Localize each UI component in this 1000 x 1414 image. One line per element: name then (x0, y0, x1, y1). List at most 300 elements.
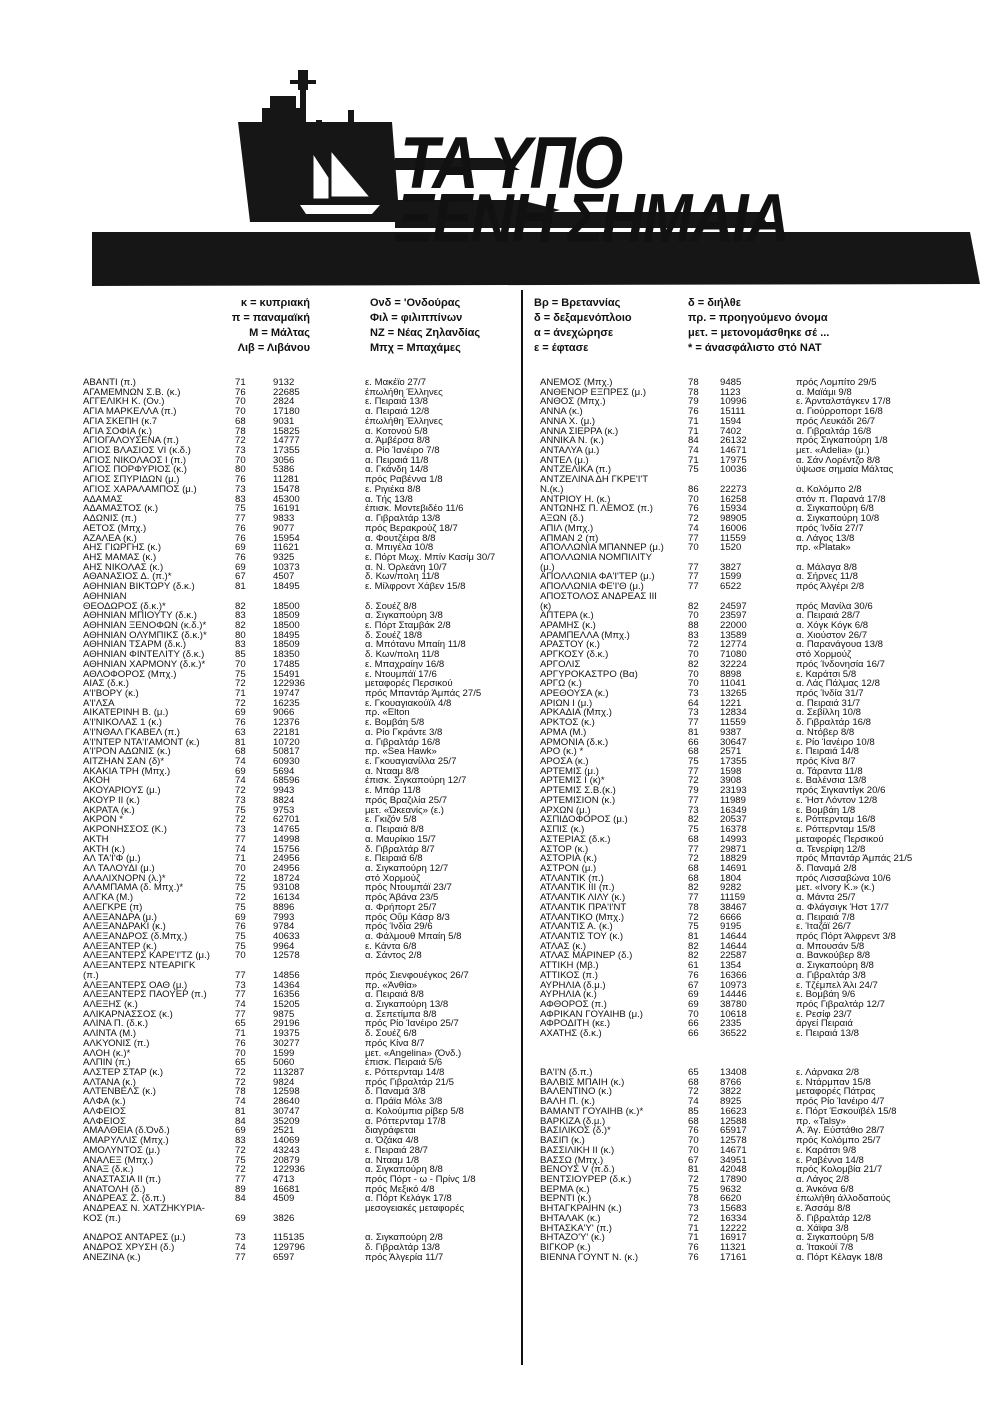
tonnage: 10720 (273, 736, 300, 748)
status-note: δ. Παναμά 3/8 (365, 1086, 426, 1098)
build-year: 77 (688, 571, 699, 583)
tonnage: 11281 (273, 474, 299, 486)
status-note: ε. Γκουαγιακούϊλ 4/8 (365, 697, 452, 709)
ship-name: ΑΓΙΑ ΣΚΕΠΗ (κ.7 (83, 415, 158, 427)
ship-name: ΒΙΓΚΟΡ (κ.) (540, 1241, 591, 1253)
ship-name: ΑΝΘΟΣ (Μπχ.) (540, 396, 606, 408)
build-year: 78 (688, 377, 699, 388)
tonnage: 24597 (720, 600, 747, 612)
tonnage: 7402 (720, 425, 742, 437)
ship-name: ΑΓΙΑ ΣΟΦΙΑ (κ.) (83, 425, 152, 437)
status-note: ύψωσε σημαία Μάλτας (796, 464, 894, 476)
status-note: α. Όζάκα 4/8 (365, 1135, 419, 1147)
tonnage: 4507 (273, 571, 295, 583)
build-year: 74 (235, 1096, 246, 1108)
table-row (540, 1058, 980, 1068)
ship-name: ΑΖΑΛΕΑ (κ.) (83, 532, 137, 544)
build-year: 72 (235, 678, 246, 690)
status-note: α. Πράϊα Μόλε 3/8 (365, 1096, 443, 1108)
status-note: α. Μπιγέλα 10/8 (365, 542, 434, 554)
status-note: δ. Σουέζ 6/8 (365, 1028, 417, 1040)
tonnage: 22685 (273, 386, 300, 398)
tonnage: 14644 (720, 940, 747, 952)
ship-name: ΑΡΓΟΛΙΣ (540, 658, 581, 670)
build-year: 70 (235, 658, 246, 670)
build-year: 72 (235, 785, 246, 797)
legend-item: Μ = Μάλτας (249, 327, 310, 339)
tonnage: 16334 (720, 1212, 747, 1224)
build-year: 78 (235, 1086, 246, 1098)
tonnage: 10618 (720, 1008, 747, 1020)
status-note: πρός Πόρτ Άλφρεντ 3/8 (796, 930, 896, 942)
status-note: ε. Ρόττερνταμ 14/8 (365, 1067, 445, 1079)
tonnage: 9632 (720, 1183, 742, 1195)
status-note: πρός Πόρτ - ω - Πρίνς 1/8 (365, 1173, 476, 1185)
build-year: 77 (688, 532, 699, 544)
build-year: 77 (688, 717, 699, 729)
legend-column-4 (688, 296, 829, 356)
build-year: 70 (688, 610, 699, 622)
ship-name: ΒΗΤΑΓΚΡΑΙΗΝ (κ.) (540, 1203, 622, 1215)
ship-name: ΑΤΛΑΝΤΙΣ ΤΟΥ (κ.) (540, 930, 624, 942)
legend-item: δ = διήλθε (688, 297, 741, 309)
build-year: 82 (235, 619, 246, 631)
ship-name: ΑΓΙΑ ΜΑΡΚΕΛΛΑ (π.) (83, 406, 177, 418)
ship-name: ΑΥΡΗΛΙΑ (κ.) (540, 989, 597, 1001)
table-row (540, 475, 980, 485)
tonnage: 4509 (273, 1193, 295, 1205)
build-year: 84 (235, 1115, 246, 1127)
ship-name: (π.) (83, 969, 99, 981)
build-year: 63 (235, 726, 246, 738)
legend-item: μετ. = μετονομάσθηκε σέ ... (688, 327, 830, 339)
status-note: α. Γιβραλτάρ 16/8 (365, 736, 441, 748)
ship-name: ΑΤΛΑΝΤΙΚΟ (Μπχ.) (540, 911, 625, 923)
build-year: 71 (688, 1232, 699, 1244)
tonnage: 8896 (273, 901, 295, 913)
tonnage: 122936 (273, 678, 306, 690)
tonnage: 24956 (273, 862, 300, 874)
tonnage: 22587 (720, 950, 747, 962)
status-note: έπωλήθη Έλληνες (365, 415, 443, 427)
status-note: α. Σιγκαπούρη 8/8 (796, 960, 874, 972)
status-note: ε. Μίλφροντ Χάβεν 15/8 (365, 581, 466, 593)
legend-item: α = άνεχώρησε (534, 327, 614, 339)
tonnage: 20537 (720, 814, 747, 826)
tonnage: 7993 (273, 911, 295, 923)
ship-name: ΑΞΩΝ (δ.) (540, 513, 584, 525)
table-row (540, 689, 980, 699)
status-note: α. Σάντος 2/8 (365, 950, 422, 962)
ship-name: ΑΝΑΣΤΑΣΙΑ II (π.) (83, 1173, 162, 1185)
ship-name: ΑΓΙΟΣ ΒΛΑΣΙΟΣ VI (κ.δ.) (83, 445, 191, 457)
status-note: δ. Παναμά 2/8 (796, 862, 857, 874)
status-note: α. Σάν Λορέντζο 8/8 (796, 454, 881, 466)
build-year: 82 (688, 814, 699, 826)
status-note: ε. Πειραιά 13/8 (365, 396, 428, 408)
status-note: έπισκ. Πειραιά 5/6 (365, 1057, 443, 1069)
tonnage: 3822 (720, 1086, 742, 1098)
build-year: 70 (688, 1008, 699, 1020)
ship-name: Α'Ι'ΛΣΑ (83, 697, 115, 709)
tonnage: 65917 (720, 1125, 747, 1137)
tonnage: 3826 (273, 1212, 295, 1224)
ship-name: ΑΝΑΞ (δ.κ.) (83, 1164, 134, 1176)
ship-name: ΒΕΝΟΥΣ V (π.δ.) (540, 1164, 615, 1176)
status-note: δ. Γιβραλτάρ 16/8 (796, 717, 871, 729)
ship-name: ΑΔΩΝΙΣ (π.) (83, 513, 137, 525)
table-row (540, 611, 980, 621)
ship-name: ΒΕΡΝΤΙ (κ.) (540, 1193, 592, 1205)
ship-name: ΒΗΤΑΛΑΚ (κ.) (540, 1212, 601, 1224)
status-note: ε. Ραβέννα 14/8 (796, 1154, 864, 1166)
tonnage: 50817 (273, 746, 300, 758)
ship-name: ΑΤΛΑΝΤΙΚ ΠΡΑ'Ι'ΝΤ (540, 901, 627, 913)
ship-list-right (540, 378, 980, 1262)
tonnage: 29196 (273, 1018, 300, 1030)
build-year: 65 (235, 1057, 246, 1069)
tonnage: 9325 (273, 551, 295, 563)
tonnage: 1520 (720, 542, 742, 554)
tonnage: 9282 (720, 882, 742, 894)
ship-name: ΘΕΟΔΩΡΟΣ (δ.κ.)* (83, 600, 166, 612)
legend-item: ΝΖ = Νέας Ζηλανδίας (370, 327, 481, 339)
build-year: 82 (688, 658, 699, 670)
ship-name: ΑΛΕΞΑΝΤΕΡΣ ΠΑΟΥΕΡ (π.) (83, 989, 207, 1001)
build-year: 77 (235, 833, 246, 845)
status-note: α. Χόγκ Κόγκ 6/8 (796, 619, 869, 631)
ship-name: ΑΘΑΝΑΣΙΟΣ Δ. (π.)* (83, 571, 172, 583)
build-year: 76 (688, 1125, 699, 1137)
ship-name: ΑΘΗΝΙΑΝ ΒΙΚΤΩΡΥ (δ.κ.) (83, 581, 195, 593)
tonnage: 5386 (273, 464, 295, 476)
tonnage: 35209 (273, 1115, 300, 1127)
status-note: ε. Πειραιά 13/8 (796, 1028, 859, 1040)
tonnage: 15825 (273, 425, 300, 437)
tonnage: 9964 (273, 940, 295, 952)
ship-name: ΑΚΡΑΤΑ (κ.) (83, 804, 135, 816)
ship-name: ΑΠΤΕΡΑ (κ.) (540, 610, 594, 622)
tonnage: 2335 (720, 1018, 742, 1030)
status-note: α. Ρίο Γκράντε 3/8 (365, 726, 443, 738)
status-note: πρ. «Άνθία» (365, 979, 418, 991)
ship-name: ΑΛΕΞΗΣ (κ.) (83, 999, 138, 1010)
tonnage: 115135 (273, 1232, 305, 1244)
masthead (0, 0, 1000, 290)
ship-name: ΑΛΕΞΑΝΤΕΡΣ ΚΑΡΕ'Ι'ΤΖ (μ.) (83, 950, 210, 962)
ship-name: ΑΘΗΝΙΑΝ ΧΑΡΜΟΝΥ (δ.κ.)* (83, 658, 206, 670)
build-year: 69 (235, 707, 246, 719)
status-note: ε. Καράτσι 5/8 (796, 668, 857, 680)
status-note: πρός Άλγερία 11/7 (365, 1251, 444, 1263)
status-note: ε. Κάντα 6/8 (365, 940, 417, 952)
status-note: α. Άμβέρσα 8/8 (365, 435, 431, 447)
build-year: 85 (235, 649, 246, 661)
build-year: 75 (235, 940, 246, 952)
ship-name: ΑΜΑΛΘΕΙΑ (δ.Όνδ.) (83, 1125, 170, 1137)
tonnage: 8925 (720, 1096, 742, 1108)
status-note: ε. Πόρτ Σταμβάκ 2/8 (365, 619, 451, 631)
tonnage: 14691 (720, 862, 747, 874)
tonnage: 18829 (720, 853, 747, 865)
status-note: έπωλήθη Έλληνες (365, 386, 443, 398)
tonnage: 18495 (273, 629, 300, 641)
status-note: α. Ρόττερνταμ 17/8 (365, 1115, 446, 1127)
status-note: ε. Λάρνακα 2/8 (796, 1067, 860, 1079)
tonnage: 10996 (720, 396, 747, 408)
ship-name: ΑΠΟΛΛΩΝΙΑ ΜΠΑΝΝΕΡ (μ.) (540, 542, 664, 554)
build-year: 72 (688, 1173, 699, 1185)
tonnage: 68596 (273, 775, 300, 787)
status-note: πρός Γιβραλτάρ 12/7 (796, 999, 886, 1010)
ship-name: ΑΛΚΥΟΝΙΣ (π.) (83, 1037, 150, 1049)
build-year: 73 (235, 794, 246, 806)
ship-name: ΑΛΙΚΑΡΝΑΣΣΟΣ (κ.) (83, 1008, 173, 1020)
build-year: 83 (235, 610, 246, 622)
status-note: α. Πειραιά 31/7 (796, 697, 861, 709)
tonnage: 1221 (720, 697, 742, 709)
table-row (540, 738, 980, 748)
status-note: α. Πειραιά 8/8 (365, 824, 424, 836)
tonnage: 9875 (273, 1008, 295, 1020)
tonnage: 8766 (720, 1076, 742, 1088)
tonnage: 113287 (273, 1067, 305, 1079)
build-year: 71 (688, 415, 699, 427)
ship-name: ΑΘΛΟΦΟΡΟΣ (Μπχ.) (83, 668, 177, 680)
table-row (540, 757, 980, 767)
status-note: έπισκ. Μοντεβιδέο 11/6 (365, 503, 464, 515)
ship-name: ΑΛΠΙΝ (π.) (83, 1057, 131, 1069)
build-year: 82 (688, 600, 699, 612)
status-note: α. Πειραιά 8/8 (365, 989, 424, 1001)
build-year: 74 (688, 1096, 699, 1108)
ship-name: ΒΑ'Ι'Ν (δ.π.) (540, 1067, 593, 1079)
ship-name: ΑΗΣ ΓΙΩΡΓΗΣ (κ.) (83, 542, 162, 554)
ship-name: ΑΠΟΣΤΟΛΟΣ ΑΝΔΡΕΑΣ III (540, 590, 657, 602)
build-year: 77 (235, 1008, 246, 1020)
tonnage: 15756 (273, 843, 300, 855)
build-year: 69 (235, 1125, 246, 1137)
build-year: 82 (688, 950, 699, 962)
status-note: α. Βανκούβερ 8/8 (796, 950, 871, 962)
ship-name: ΑΓΙΟΣ ΣΠΥΡΙΔΩΝ (μ.) (83, 474, 180, 486)
tonnage: 22000 (720, 619, 747, 631)
status-note: ε. Ήστ Λόντον 12/8 (796, 794, 878, 806)
status-note: α. Πειραιά 11/8 (365, 454, 429, 466)
ship-name: ΑΓΓΕΛΙΚΗ Κ. (Ον.) (83, 396, 165, 408)
tonnage: 16356 (273, 989, 300, 1001)
tonnage: 9132 (273, 377, 295, 388)
tonnage: 16006 (720, 522, 747, 534)
status-note: α. Γιβραλτάρ 13/8 (365, 513, 441, 525)
build-year: 68 (235, 415, 246, 427)
build-year: 72 (688, 775, 699, 787)
tonnage: 13408 (720, 1067, 747, 1079)
status-note: πρός Κολομβία 21/7 (796, 1164, 883, 1176)
status-note: ε. Πειραιά 28/7 (365, 1144, 428, 1156)
table-row (540, 951, 980, 961)
build-year: 76 (235, 551, 246, 563)
ship-name: ΑΚΤΗ (κ.) (83, 843, 126, 855)
status-note: α. Γιούρροπορτ 16/8 (796, 406, 883, 418)
ship-name: ΑΛΕΞΑΝΔΡΑΚΙ (κ.) (83, 921, 166, 933)
ship-name: ΑΘΗΝΙΑΝ ΞΕΝΟΦΩΝ (κ.δ.)* (83, 619, 207, 631)
build-year: 70 (688, 668, 699, 680)
build-year: 74 (235, 843, 246, 855)
build-year: 72 (235, 435, 246, 447)
status-note: πρός Μπαντάρ Άμπάς 21/5 (796, 853, 913, 865)
build-year: 75 (688, 1183, 699, 1195)
status-note: α. Γιβραλτάρ 3/8 (796, 969, 866, 981)
table-row (540, 1185, 980, 1195)
status-note: ε. Βομβάη 5/8 (365, 717, 425, 729)
status-note: πρός Κολόμπο 25/7 (796, 1135, 881, 1147)
tonnage: 14671 (720, 445, 747, 457)
ship-name: ΑΚΡΟΝΗΣΣΟΣ (Κ.) (83, 824, 167, 836)
ship-name: ΑΤΛΑΝΤΙΚ ΛΙΛΥ (κ.) (540, 892, 626, 904)
status-note: α. Ίτακούϊ 7/8 (796, 1241, 854, 1253)
build-year: 72 (235, 1076, 246, 1088)
build-year: 70 (688, 493, 699, 505)
build-year: 67 (235, 571, 246, 583)
status-note: α. Ντααμ 8/8 (365, 765, 420, 777)
ship-name: ΒΑΛΒΙΣ ΜΠΑΙΗ (κ.) (540, 1076, 625, 1088)
status-note: α. Λάγος 2/8 (796, 1173, 850, 1185)
tonnage: 30747 (273, 1105, 300, 1117)
ship-name: ΑΚΟΥΑΡΙΟΥΣ (μ.) (83, 785, 161, 797)
table-row (540, 718, 980, 728)
tonnage: 17180 (273, 406, 300, 418)
status-note: άργεί Πειραιά (796, 1018, 853, 1030)
ship-name: ΑΝΝΑ ΣΙΕΡΡΑ (κ.) (540, 425, 619, 437)
ship-name: ΑΕΤΟΣ (Μπχ.) (83, 522, 147, 534)
ship-name: ΑΛΤΕΝΒΕΛΣ (κ.) (83, 1086, 156, 1098)
build-year: 76 (688, 406, 699, 418)
legend-item: Φιλ = φιλιππίνων (370, 312, 463, 324)
build-year: 72 (688, 853, 699, 865)
ship-name: ΒΗΤΑΣΚΑ'Υ' (π.) (540, 1222, 613, 1234)
tonnage: 3827 (720, 561, 742, 573)
build-year: 72 (688, 911, 699, 923)
table-row (540, 427, 980, 437)
build-year: 77 (688, 794, 699, 806)
status-note: πρός Ίνδία 27/7 (796, 522, 864, 534)
status-note: πρ. «Platak» (796, 542, 851, 554)
ship-name: ΑΛΕΞΑΝΔΡΑ (μ.) (83, 911, 157, 923)
status-note: πρός Σιγκαντίγκ 20/6 (796, 785, 886, 797)
build-year: 70 (235, 396, 246, 408)
tonnage: 19375 (273, 1028, 300, 1040)
tonnage: 71080 (720, 649, 747, 661)
legend-item: δ = δεξαμενόπλοιο (534, 312, 632, 324)
table-row (540, 845, 980, 855)
ship-name: ΑΛ ΤΑ'Ι'Φ (μ.) (83, 853, 141, 865)
ship-name: Α'Ι'ΡΟΝ ΑΔΩΝΙΣ (κ.) (83, 746, 171, 758)
status-note: πρός Άβάνα 23/5 (365, 892, 439, 904)
ship-name: ΑΤΤΙΚΟΣ (π.) (540, 969, 598, 981)
build-year: 67 (688, 979, 699, 991)
status-note: μετ. «Ώκεανίς» (ε.) (365, 804, 444, 816)
tonnage: 14998 (273, 833, 300, 845)
tonnage: 40633 (273, 930, 300, 942)
status-note: α. Τενερίφη 12/8 (796, 843, 866, 855)
tonnage: 34951 (720, 1154, 747, 1166)
status-note: ε. Πόρτ Έσκουϊβέλ 15/8 (796, 1105, 897, 1117)
status-note: ε. Πειραιά 14/8 (796, 746, 859, 758)
status-note: πρός Λευκάδι 26/7 (796, 415, 876, 427)
status-note: δ. Γιβραλτάρ 13/8 (365, 1241, 440, 1253)
status-note: α. Σιγκαπούρη 10/8 (796, 513, 880, 525)
build-year: 71 (688, 1222, 699, 1234)
build-year: 71 (235, 1028, 246, 1040)
tonnage: 9387 (720, 726, 742, 738)
ship-name: ΑΦΡΟΔΙΤΗ (κε.) (540, 1018, 611, 1030)
build-year: 77 (688, 561, 699, 573)
status-note: διαγράφεται (365, 1125, 416, 1137)
ship-name: ΑΣΤΟΡΙΑ (κ.) (540, 853, 597, 865)
build-year: 71 (235, 853, 246, 865)
build-year: 75 (235, 668, 246, 680)
table-row (540, 1039, 980, 1049)
status-note: πρός Ραβέννα 1/8 (365, 474, 443, 486)
ship-name: ΑΡΤΕΜΙΣ Σ.Β.(κ.) (540, 785, 616, 797)
ship-name: ΑΛΕΞΑΝΤΕΡΣ ΝΤΕΑΡΙΓΚ (83, 960, 196, 972)
build-year: 69 (235, 542, 246, 554)
status-note: έπισκ. Σιγκαπούρη 12/7 (365, 775, 467, 787)
ship-name: ΑΜΑΡΥΛΛΙΣ (Μπχ.) (83, 1135, 169, 1147)
status-note: ε. Άσσάμ 8/8 (796, 1203, 851, 1215)
build-year: 81 (688, 726, 699, 738)
ship-name: ΑΝΤΕΛ (μ.) (540, 454, 589, 466)
build-year: 70 (235, 862, 246, 874)
status-note: α. Σεπετίμπα 8/8 (365, 1008, 437, 1020)
ship-name: ΑΡΜΟΝΙΑ (δ.κ.) (540, 736, 609, 748)
status-note: πρός Μεξικό 4/8 (365, 1183, 435, 1195)
tonnage: 98905 (720, 513, 747, 525)
status-note: πρός Κίνα 8/7 (365, 1037, 425, 1049)
legend-item: κ = κυπριακή (240, 297, 310, 309)
status-note: πρός Ρίο Ίανέιρο 4/7 (796, 1096, 885, 1108)
tonnage: 9833 (273, 513, 295, 525)
build-year: 70 (235, 454, 246, 466)
ship-name: ΒΑΛΕΝΤΙΝΟ (κ.) (540, 1086, 612, 1098)
status-note: α. Σιγκαπούρη 12/7 (365, 862, 449, 874)
ship-name: Α'Ι'ΝΙΚΟΛΑΣ 1 (κ.) (83, 717, 162, 729)
build-year: 67 (688, 1154, 699, 1166)
tonnage: 9031 (273, 415, 295, 427)
status-note: μεταφορές Πάτρας (796, 1086, 876, 1098)
status-note: α. Ντααμ 1/8 (365, 1154, 420, 1166)
tonnage: 2824 (273, 396, 295, 408)
build-year: 65 (235, 1018, 246, 1030)
ship-name: ΑΡΧΩΝ (μ.) (540, 804, 591, 816)
ship-name: ΑΝΤΖΕΛΙΝΑ ΔΗ ΓΚΡΕ'Ι'Τ (540, 474, 649, 486)
status-note: ε. Βαλένσια 13/8 (796, 775, 867, 787)
tonnage: 19747 (273, 688, 300, 699)
tonnage: 16623 (720, 1105, 747, 1117)
build-year: 78 (235, 425, 246, 437)
status-note: ε. Βομβάη 9/6 (796, 989, 856, 1001)
table-row (540, 504, 980, 514)
ship-name: ΑΝΘΕΝΟΡ ΕΞΠΡΕΣ (μ.) (540, 386, 647, 398)
ship-name: ΑΘΗΝΙΑΝ ΜΠΙΟΥΤΥ (δ.κ.) (83, 610, 197, 622)
table-row (540, 631, 980, 641)
tonnage: 43243 (273, 1144, 300, 1156)
build-year: 76 (688, 1241, 699, 1253)
status-note: πρός Ίνδία 31/7 (796, 688, 864, 699)
build-year: 72 (688, 513, 699, 525)
build-year: 77 (688, 892, 699, 904)
